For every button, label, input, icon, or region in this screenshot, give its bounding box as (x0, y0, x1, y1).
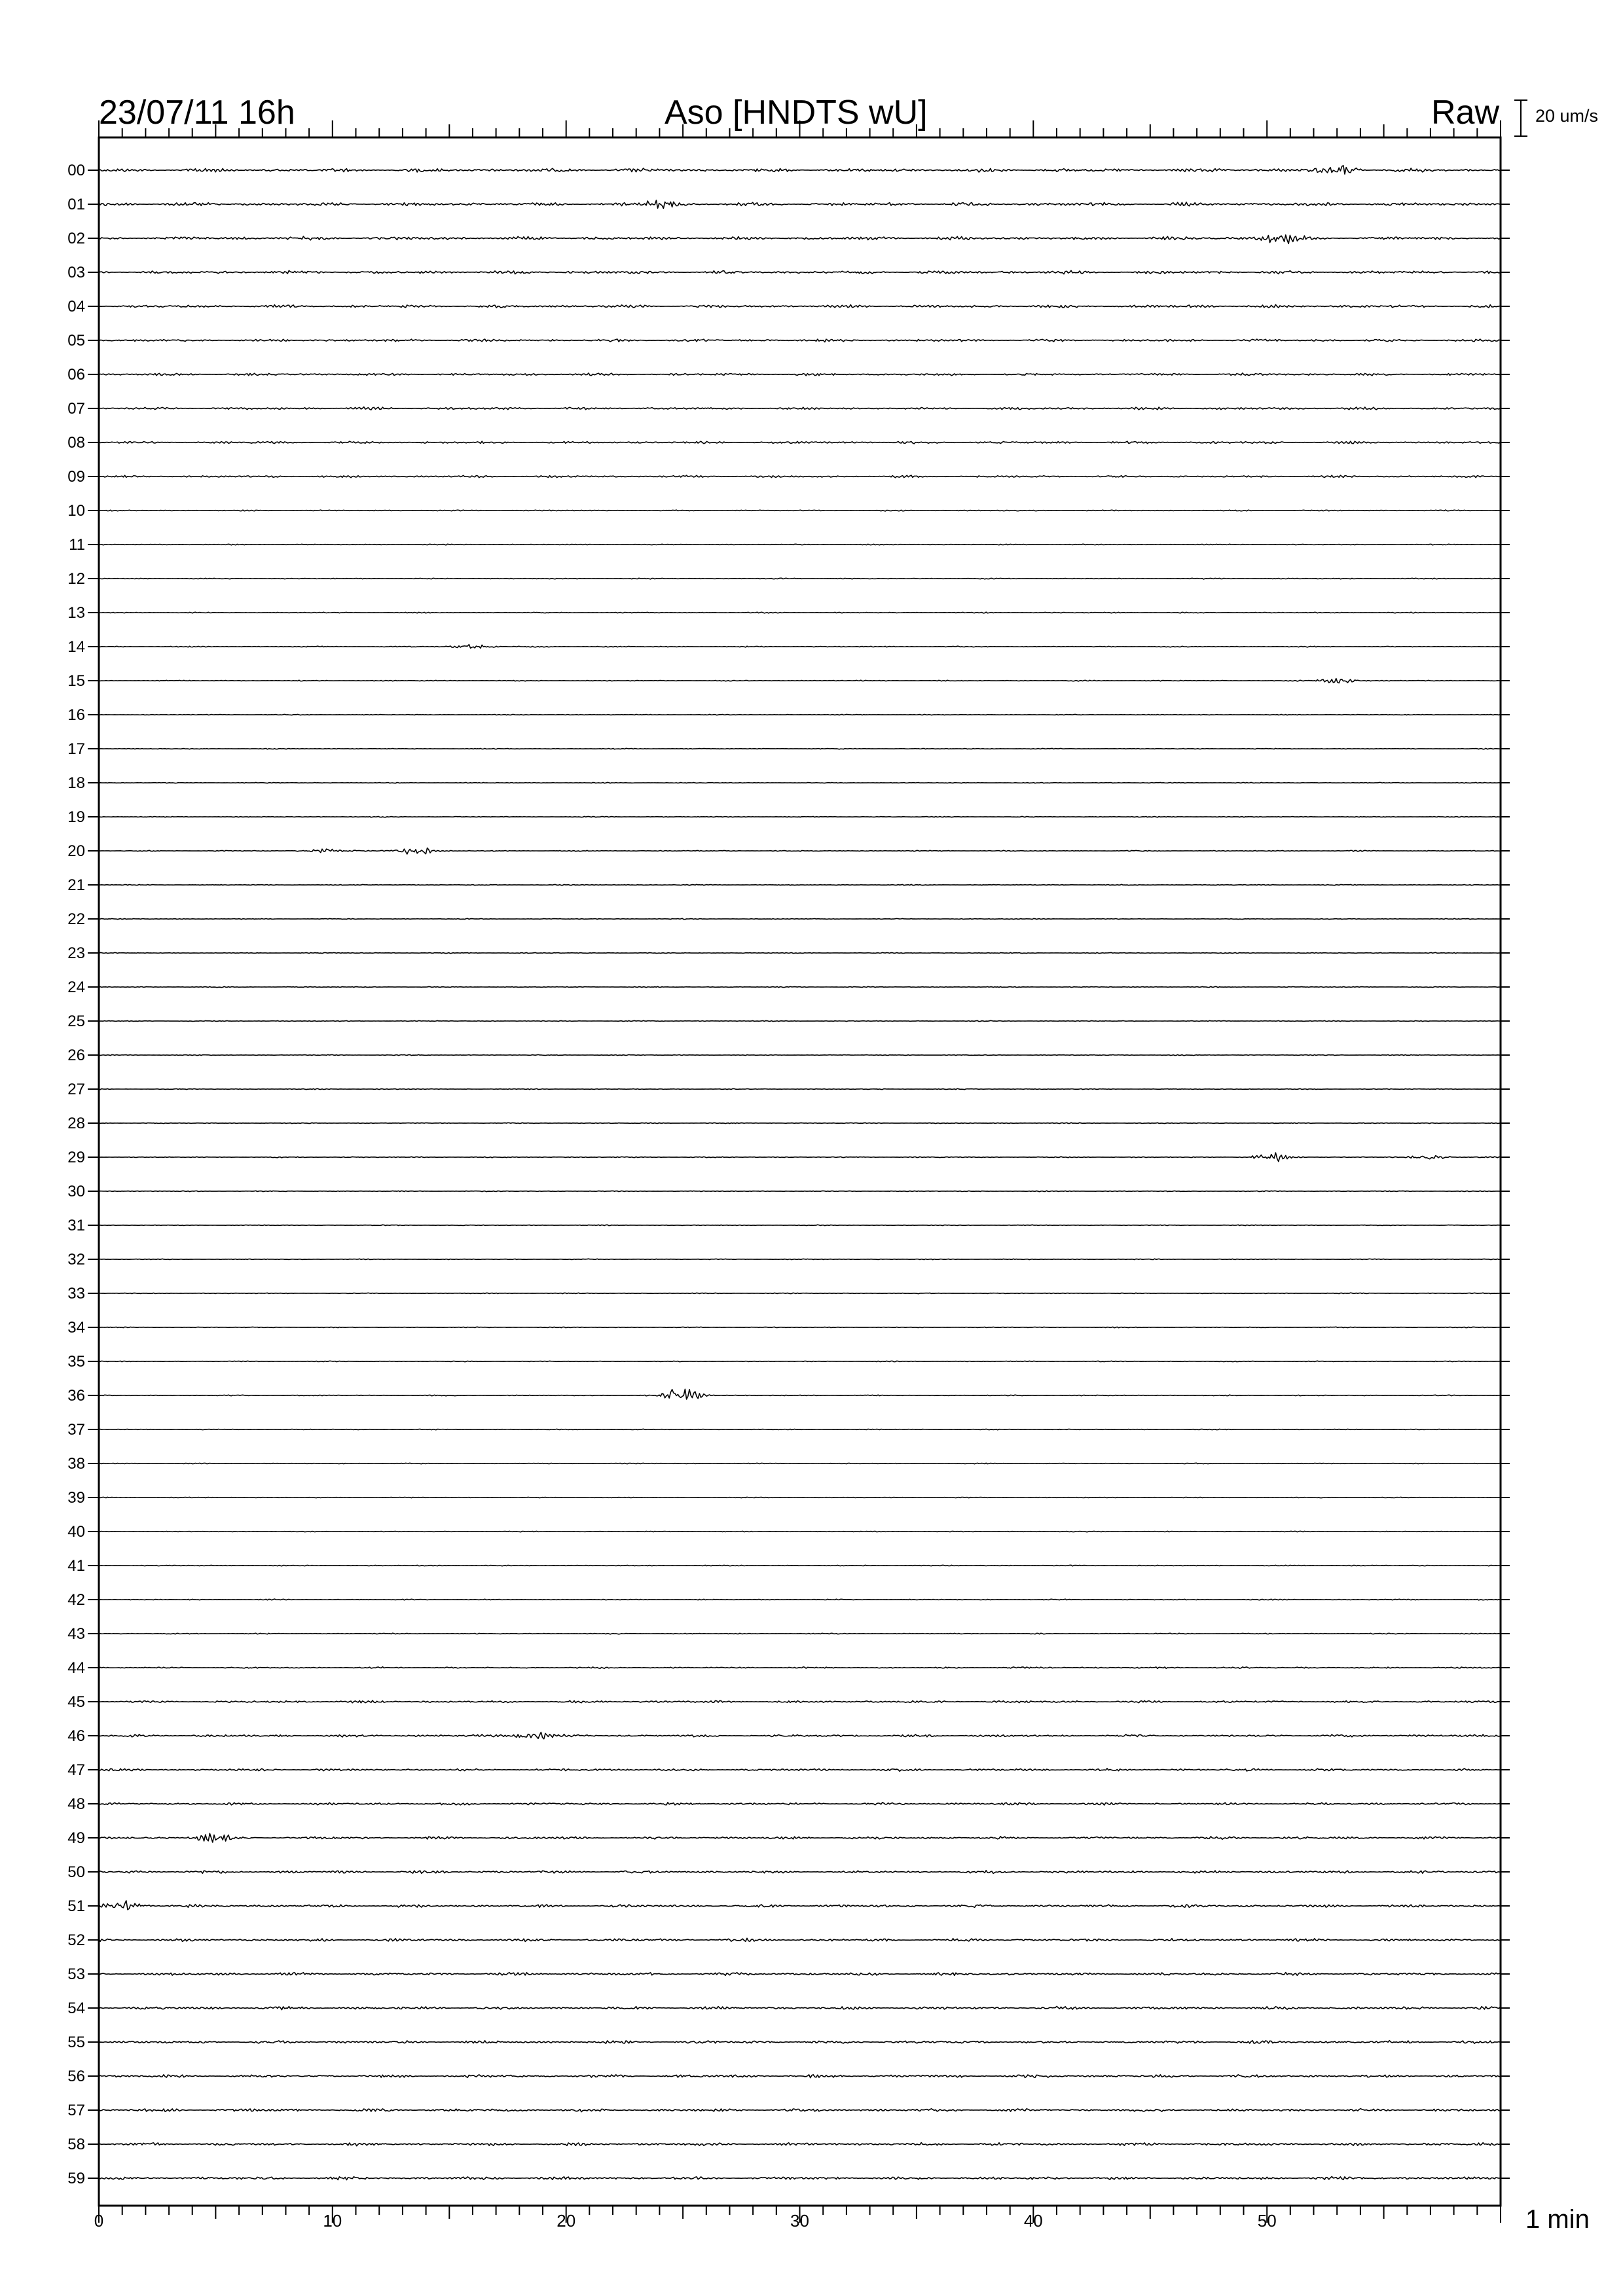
trace-row (99, 270, 1501, 274)
trace-row (99, 1565, 1501, 1566)
trace-row (99, 1020, 1501, 1021)
station-title: Aso [HNDTS wU] (665, 94, 928, 132)
row-label: 35 (67, 1353, 85, 1371)
row-label: 09 (67, 468, 85, 486)
trace-row (99, 679, 1501, 683)
trace-row (99, 884, 1501, 885)
row-label: 23 (67, 944, 85, 962)
trace-row (99, 1803, 1501, 1805)
trace-row (99, 1768, 1501, 1771)
seismic-traces (99, 166, 1501, 2180)
row-label: 44 (67, 1659, 85, 1677)
row-label: 25 (67, 1013, 85, 1030)
trace-row (99, 235, 1501, 243)
trace-row (99, 441, 1501, 444)
minute-ticks (99, 120, 1501, 2223)
row-label: 48 (67, 1795, 85, 1813)
trace-row (99, 1871, 1501, 1874)
row-label: 59 (67, 2170, 85, 2187)
row-label: 31 (67, 1217, 85, 1234)
row-label: 02 (67, 230, 85, 247)
row-label: 11 (69, 536, 85, 554)
row-label: 54 (67, 2000, 85, 2017)
row-label: 36 (67, 1387, 85, 1405)
trace-row (99, 2109, 1501, 2112)
trace-row (99, 200, 1501, 208)
trace-row (99, 339, 1501, 342)
row-label: 29 (67, 1149, 85, 1166)
trace-row (99, 1389, 1501, 1399)
row-label: 26 (67, 1047, 85, 1064)
row-label: 41 (67, 1557, 85, 1575)
trace-row (99, 166, 1501, 174)
row-label: 06 (67, 366, 85, 384)
row-label: 52 (67, 1931, 85, 1949)
x-tick-labels (94, 2211, 1277, 2231)
amplitude-scale-bar (1514, 100, 1527, 136)
trace-row (99, 475, 1501, 478)
date-hour-title: 23/07/11 16h (99, 94, 295, 132)
row-label: 08 (67, 434, 85, 452)
x-tick-label: 20 (556, 2211, 576, 2231)
x-tick-label: 50 (1257, 2211, 1277, 2231)
trace-row (99, 373, 1501, 376)
trace-row (99, 714, 1501, 715)
row-label: 15 (67, 672, 85, 690)
row-label: 51 (67, 1897, 85, 1915)
x-tick-label: 10 (323, 2211, 342, 2231)
row-label: 45 (67, 1693, 85, 1711)
trace-row (99, 2143, 1501, 2146)
trace-row (99, 612, 1501, 613)
x-axis-unit-label: 1 min (1525, 2205, 1590, 2234)
row-labels (67, 162, 1510, 2187)
trace-row (99, 578, 1501, 579)
trace-row (99, 1531, 1501, 1532)
row-label: 20 (67, 842, 85, 860)
x-tick-label: 30 (790, 2211, 809, 2231)
row-label: 32 (67, 1251, 85, 1268)
row-label: 19 (67, 808, 85, 826)
trace-row (99, 1088, 1501, 1089)
trace-row (99, 782, 1501, 783)
row-label: 53 (67, 1965, 85, 1983)
row-label: 00 (67, 162, 85, 179)
trace-row (99, 1667, 1501, 1669)
trace-row (99, 544, 1501, 545)
trace-row (99, 1732, 1501, 1739)
row-label: 18 (67, 774, 85, 792)
row-label: 22 (67, 910, 85, 928)
row-label: 14 (67, 638, 85, 656)
trace-row (99, 986, 1501, 988)
row-label: 03 (67, 264, 85, 281)
row-label: 47 (67, 1761, 85, 1779)
row-label: 10 (67, 502, 85, 520)
trace-row (99, 816, 1501, 817)
row-label: 38 (67, 1455, 85, 1473)
amplitude-scale-label: 20 um/s (1535, 106, 1599, 126)
trace-row (99, 1122, 1501, 1123)
row-label: 50 (67, 1863, 85, 1881)
trace-row (99, 1633, 1501, 1634)
plot-frame (99, 137, 1501, 2206)
row-label: 12 (67, 570, 85, 588)
row-label: 01 (67, 196, 85, 213)
x-tick-label: 0 (94, 2211, 104, 2231)
row-label: 58 (67, 2136, 85, 2153)
row-label: 21 (67, 876, 85, 894)
row-label: 16 (67, 706, 85, 724)
mode-label: Raw (1431, 94, 1499, 132)
trace-row (99, 1054, 1501, 1055)
trace-row (99, 918, 1501, 919)
row-label: 57 (67, 2102, 85, 2119)
trace-row (99, 1938, 1501, 1941)
row-label: 56 (67, 2068, 85, 2085)
trace-row (99, 1153, 1501, 1162)
trace-row (99, 1700, 1501, 1703)
trace-row (99, 952, 1501, 953)
row-label: 30 (67, 1183, 85, 1200)
trace-row (99, 1497, 1501, 1498)
trace-row (99, 645, 1501, 649)
row-label: 40 (67, 1523, 85, 1541)
row-label: 17 (67, 740, 85, 758)
row-label: 37 (67, 1421, 85, 1439)
row-label: 55 (67, 2034, 85, 2051)
row-label: 04 (67, 298, 85, 315)
trace-row (99, 1599, 1501, 1600)
trace-row (99, 407, 1501, 410)
trace-row (99, 1833, 1501, 1842)
trace-row (99, 2176, 1501, 2179)
row-label: 24 (67, 978, 85, 996)
row-label: 13 (67, 604, 85, 622)
row-label: 49 (67, 1829, 85, 1847)
trace-row (99, 2041, 1501, 2044)
trace-row (99, 510, 1501, 511)
row-label: 27 (67, 1081, 85, 1098)
row-label: 33 (67, 1285, 85, 1302)
trace-row (99, 304, 1501, 308)
row-label: 42 (67, 1591, 85, 1609)
trace-row (99, 2075, 1501, 2078)
row-label: 39 (67, 1489, 85, 1507)
row-label: 34 (67, 1319, 85, 1336)
trace-row (99, 2006, 1501, 2009)
trace-row (99, 748, 1501, 749)
row-label: 07 (67, 400, 85, 418)
row-label: 43 (67, 1625, 85, 1643)
row-label: 46 (67, 1727, 85, 1745)
trace-row (99, 1973, 1501, 1976)
trace-row (99, 1901, 1501, 1910)
x-tick-label: 40 (1023, 2211, 1043, 2231)
trace-row (99, 848, 1501, 854)
row-label: 28 (67, 1115, 85, 1132)
row-label: 05 (67, 332, 85, 350)
